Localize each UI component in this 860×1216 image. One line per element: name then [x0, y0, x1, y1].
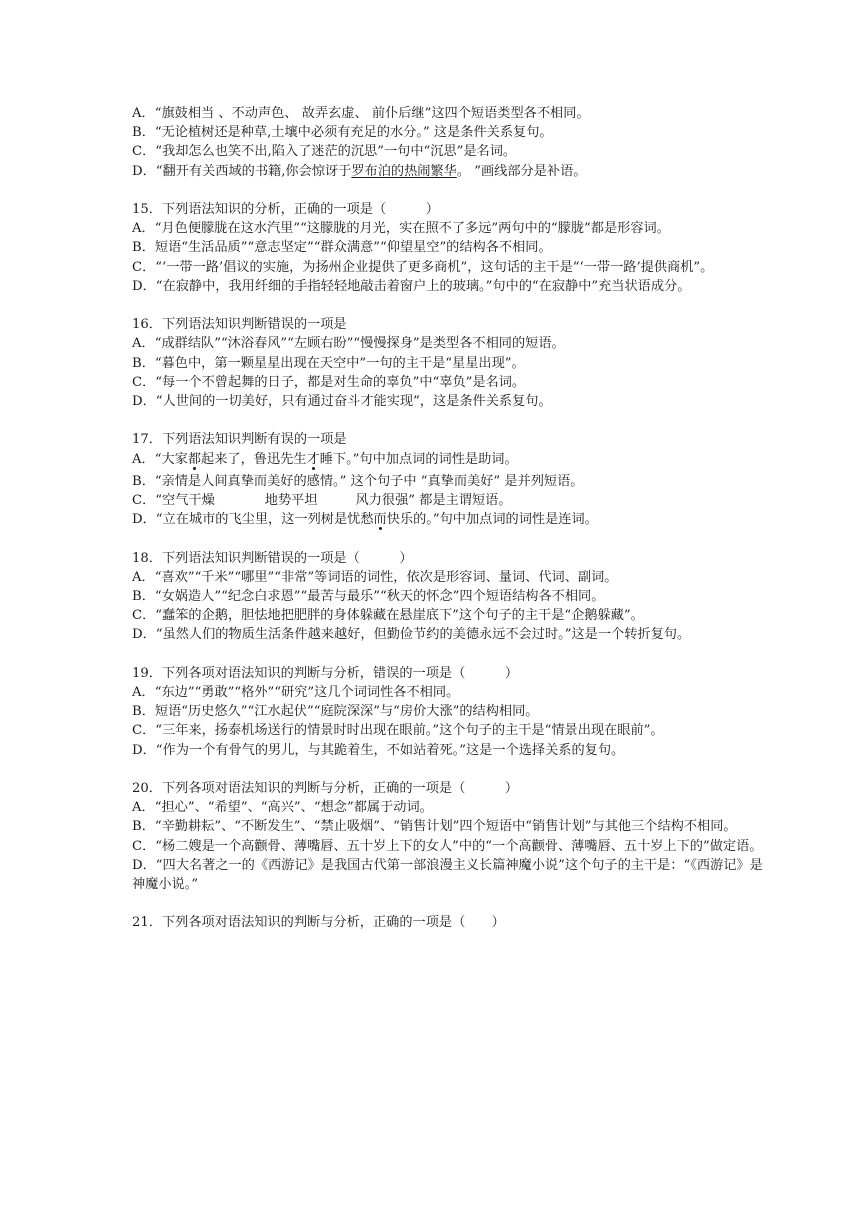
question-20: [132, 779, 764, 894]
option-d: [132, 510, 764, 529]
question-14-tail: [132, 104, 764, 181]
phrase-2: 地势平坦: [264, 493, 318, 509]
phrase-1: C．“空气干燥: [132, 493, 215, 509]
option-b: B．短语“生活品质”“意志坚定”“群众满意”“仰望星空”的结构各不相同。: [132, 240, 552, 256]
question-21: [132, 913, 764, 932]
option-d: [132, 162, 764, 181]
option-b: B．“无论植树还是种草,土壤中必须有充足的水分。” 这是条件关系复句。: [132, 125, 553, 141]
option-a: A．“东边”“勇敢”“格外”“研究”这几个词词性各不相同。: [132, 685, 460, 701]
option-c: C．“每一个不曾起舞的日子，都是对生命的辜负”中“辜负”是名词。: [132, 374, 526, 390]
option-a: A．“成群结队”“沐浴春风”“左顾右盼”“慢慢探身”是类型各不相同的短语。: [132, 336, 565, 352]
dotted-word: 才: [306, 451, 320, 467]
question-stem: 17．下列语法知识判断有误的一项是: [132, 432, 347, 448]
dotted-word: 都: [187, 451, 202, 467]
dotted-word: 而: [373, 512, 387, 528]
option-a: [132, 450, 764, 469]
option-a-text: A．“大家: [132, 451, 188, 467]
phrase-3: 风力很强” 都是主谓短语。: [355, 493, 512, 509]
option-b: B．“辛勤耕耘”、“不断发生”、“禁止吸烟”、“销售计划”四个短语中“销售计划”与其他三个结构不相同。: [132, 819, 737, 835]
option-a: A．“月色便朦胧在这水汽里”“这朦胧的月光，实在照不了多远”两句中的“朦胧”都是形容词。: [132, 221, 670, 237]
question-stem: 21．下列各项对语法知识的判断与分析，正确的一项是（ ）: [132, 915, 505, 931]
option-c: C．“三年来，扬泰机场送行的情景时时出现在眼前。”这个句子的主干是“情景出现在眼前”。: [132, 723, 664, 739]
option-d: D．“虽然人们的物质生活条件越来越好，但勤俭节约的美德永远不会过时。”这是一个转折复句。: [132, 627, 691, 643]
option-d-text: D．“翻开有关西域的书籍,你会惊讶于: [132, 163, 352, 179]
option-d: D．“四大名著之一的《西游记》是我国古代第一部浪漫主义长篇神魔小说”这个句子的主干是：“《西游记》是神魔小说。”: [132, 857, 763, 893]
option-a-text-end: 睡下。”句中加点词的词性是助词。: [319, 451, 518, 467]
option-c: C．“杨二嫂是一个高颧骨、薄嘴唇、五十岁上下的女人”中的“一个高颧骨、薄嘴唇、五十岁上下的”做定语。: [132, 838, 763, 854]
question-15: [132, 200, 764, 296]
option-d: D．“作为一个有骨气的男儿，与其跪着生，不如站着死。”这是一个选择关系的复句。: [132, 742, 625, 758]
question-17: [132, 430, 764, 529]
option-d: D．“在寂静中，我用纤细的手指轻轻地敲击着窗户上的玻璃。”句中的“在寂静中”充当状语成分。: [132, 278, 691, 294]
option-d-text-end: 快乐的。”句中加点词的词性是连词。: [386, 512, 598, 528]
option-d: D．“人世间的一切美好，只有通过奋斗才能实现”，这是条件关系复句。: [132, 394, 552, 410]
option-a: A．“喜欢”“千米”“哪里”“非常”等词语的词性，依次是形容词、量词、代词、副词。: [132, 569, 618, 585]
option-b: B．“亲情是人间真挚而美好的感情。” 这个句子中 “真挚而美好” 是并列短语。: [132, 473, 584, 489]
question-stem: 18．下列语法知识判断错误的一项是（ ）: [132, 550, 413, 566]
underlined-phrase: 罗布泊的热闹繁华: [351, 163, 457, 179]
question-19: [132, 664, 764, 760]
option-b: B．短语“历史悠久”“江水起伏”“庭院深深”与“房价大涨”的结构相同。: [132, 704, 539, 720]
option-a: A．“担心”、“希望”、“高兴”、“想念”都属于动词。: [132, 800, 433, 816]
option-d-text-end: 。 ”画线部分是补语。: [456, 163, 587, 179]
option-a: A．“旗鼓相当 、不动声色、 故弄玄虚、 前仆后继”这四个短语类型各不相同。: [132, 106, 590, 121]
option-d-text: D．“立在城市的飞尘里，这一列树是忧愁: [132, 512, 374, 528]
question-stem: 16．下列语法知识判断错误的一项是: [132, 317, 347, 333]
question-stem: 20．下列各项对语法知识的判断与分析，正确的一项是（ ）: [132, 781, 519, 797]
option-c: C．“蠢笨的企鹅，胆怯地把肥胖的身体躲藏在悬崖底下”这个句子的主干是“企鹅躲藏”。: [132, 608, 644, 624]
question-18: [132, 549, 764, 645]
option-b: B．“暮色中，第一颗星星出现在天空中”一句的主干是“星星出现”。: [132, 355, 525, 371]
option-b: B．“女娲造人”“纪念白求恩”“最苦与最乐”“秋天的怀念”四个短语结构各不相同。: [132, 589, 605, 605]
option-c: [132, 491, 764, 510]
option-c: C．“‘一带一路’倡议的实施，为扬州企业提供了更多商机”，这句话的主干是“‘一带一路’提供商机”。: [132, 259, 714, 275]
option-c: C．“我却怎么也笑不出,陷入了迷茫的沉思”一句中“沉思”是名词。: [132, 144, 517, 160]
question-stem: 19．下列各项对语法知识的判断与分析，错误的一项是（ ）: [132, 665, 519, 681]
question-16: [132, 315, 764, 411]
question-stem: 15．下列语法知识的分析，正确的一项是（ ）: [132, 202, 439, 217]
option-a-text-mid: 起来了，鲁迅先生: [201, 451, 307, 467]
